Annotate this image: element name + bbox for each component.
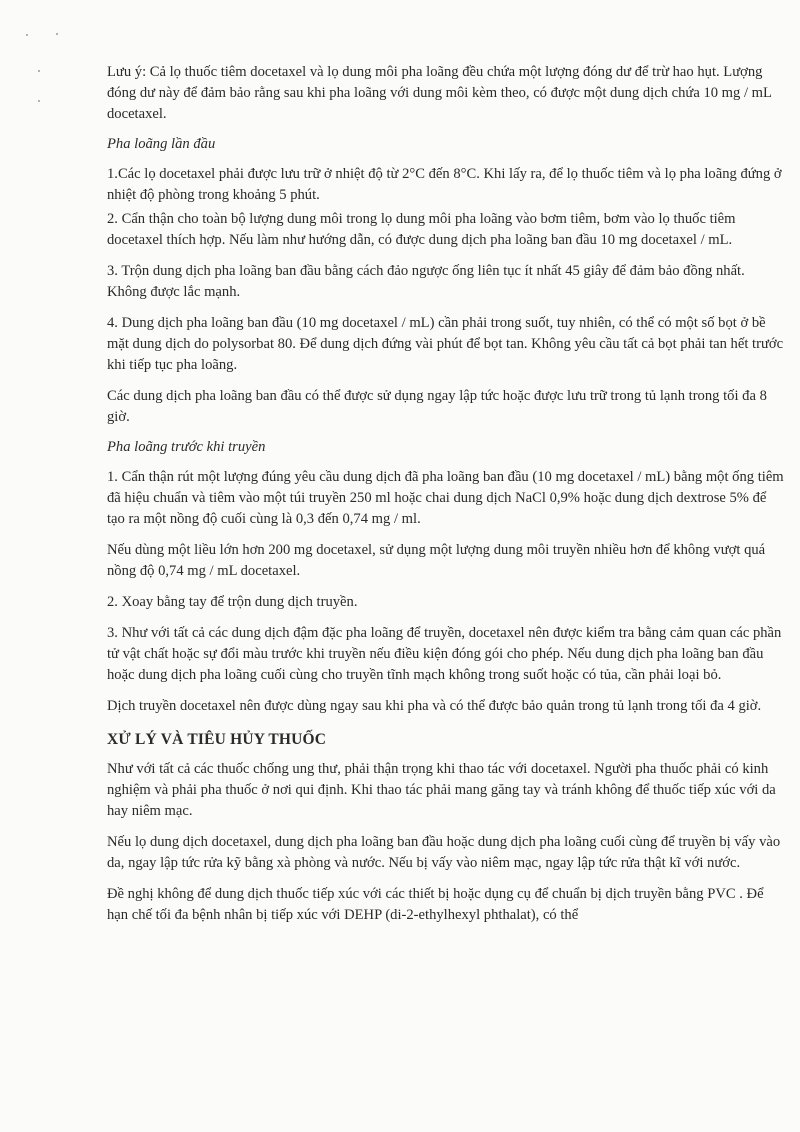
scan-speck [38,70,40,72]
paragraph: Nếu dùng một liều lớn hơn 200 mg docetaxel, sử dụng một lượng dung môi truyền nhiều hơn để không vượt quá nồng độ 0,74 mg / mL docetaxel. [107,542,766,579]
document-page [107,62,785,926]
paragraph: 1.Các lọ docetaxel phải được lưu trữ ở nhiệt độ từ 2°C đến 8°C. Khi lấy ra, để lọ thuốc tiêm và lọ pha loãng đứng ở nhiệt độ phòng trong khoảng 5 phút. [107,166,782,203]
paragraph: Các dung dịch pha loãng ban đầu có thể được sử dụng ngay lập tức hoặc được lưu trữ trong tủ lạnh trong tối đa 8 giờ. [107,388,767,425]
paragraph: Như với tất cả các thuốc chống ung thư, phải thận trọng khi thao tác với docetaxel. Người pha thuốc phải có kinh nghiệm và phải pha thuốc ở nơi qui định. Khi thao tác phải mang găng tay và tránh không để thuốc tiếp xúc với da hay niêm mạc. [107,761,776,819]
scan-speck [38,100,40,102]
paragraph: Đề nghị không để dung dịch thuốc tiếp xúc với các thiết bị hoặc dụng cụ để chuẩn bị dịch truyền bằng PVC . Để hạn chế tối đa bệnh nhân bị tiếp xúc với DEHP (di-2-ethylhexyl phthalat), có thể [107,886,764,923]
section-heading-handling: XỬ LÝ VÀ TIÊU HỦY THUỐC [107,731,327,748]
scan-speck [56,33,58,35]
paragraph: 4. Dung dịch pha loãng ban đầu (10 mg docetaxel / mL) cần phải trong suốt, tuy nhiên, có thể có một số bọt ở bề mặt dung dịch do polysorbat 80. Để dung dịch đứng vài phút để bọt tan. Không yêu cầu tất cả bọt phải tan hết trước khi tiếp tục pha loãng. [107,315,784,373]
section-title-initial-dilution: Pha loãng lần đầu [107,136,216,152]
paragraph: 1. Cẩn thận rút một lượng đúng yêu cầu dung dịch đã pha loãng ban đầu (10 mg docetaxel / mL) bằng một ống tiêm đã hiệu chuẩn và tiêm vào một túi truyền 250 ml hoặc chai dung dịch NaCl 0,9% hoặc dung dịch dextrose 5% để tạo ra một nồng độ cuối cùng là 0,3 đến 0,74 mg / ml. [107,469,784,527]
paragraph: Dịch truyền docetaxel nên được dùng ngay sau khi pha và có thể được bảo quản trong tủ lạnh trong tối đa 4 giờ. [107,698,762,714]
paragraph: 3. Trộn dung dịch pha loãng ban đầu bằng cách đảo ngược ống liên tục ít nhất 45 giây để đảm bảo đồng nhất. Không được lắc mạnh. [107,263,745,300]
scan-speck [26,34,28,36]
paragraph: 2. Cẩn thận cho toàn bộ lượng dung môi trong lọ dung môi pha loãng vào bơm tiêm, bơm vào lọ thuốc tiêm docetaxel thích hợp. Nếu làm như hướng dẫn, có được dung dịch pha loãng ban đầu 10 mg docetaxel / mL. [107,211,736,248]
paragraph: Nếu lọ dung dịch docetaxel, dung dịch pha loãng ban đầu hoặc dung dịch pha loãng cuối cùng để truyền bị vấy vào da, ngay lập tức rửa kỹ bằng xà phòng và nước. Nếu bị vấy vào niêm mạc, ngay lập tức rửa thật kĩ với nước. [107,834,781,871]
section-title-infusion-dilution: Pha loãng trước khi truyền [107,439,266,455]
paragraph: 3. Như với tất cả các dung dịch đậm đặc pha loãng để truyền, docetaxel nên được kiểm tra bằng cảm quan các phần tử vật chất hoặc sự đổi màu trước khi truyền nếu điều kiện đóng gói cho phép. Nếu dung dịch pha loãng ban đầu hoặc dung dịch pha loãng cuối cùng cho truyền tĩnh mạch không trong suốt hoặc có tủa, cần phải loại bỏ. [107,625,782,683]
note-paragraph: Lưu ý: Cả lọ thuốc tiêm docetaxel và lọ dung môi pha loãng đều chứa một lượng đóng dư để trừ hao hụt. Lượng đóng dư này để đảm bảo rằng sau khi pha loãng với dung môi kèm theo, có được một dung dịch chứa 10 mg / mL docetaxel. [107,64,772,122]
paragraph: 2. Xoay bằng tay để trộn dung dịch truyền. [107,594,358,610]
